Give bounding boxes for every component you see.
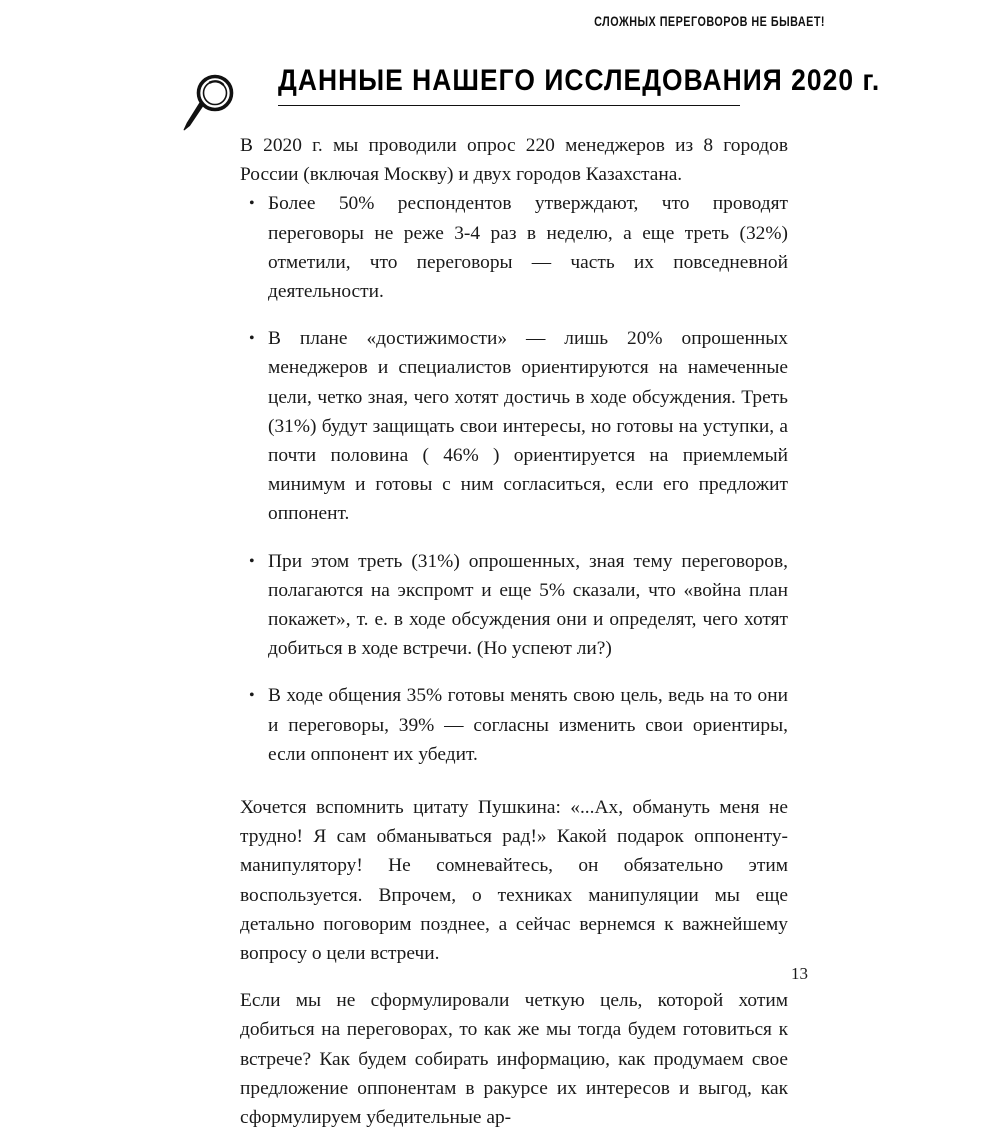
list-item-text: В ходе общения 35% готовы менять свою цель, ведь на то они и переговоры, 39% — согласны изменить свои ориентиры, если оппонент их убедит.	[268, 685, 788, 765]
list-item	[240, 189, 788, 306]
bullet-icon: •	[249, 330, 255, 348]
paragraph-goal-question: Если мы не сформулировали четкую цель, которой хотим добиться на переговорах, то как же мы тогда будем готовиться к встрече? Как будем собирать информацию, как продумаем свое предложение оппонентам в ракурсе их интересов и выгод, как сформулируем убедительные ар-	[240, 990, 788, 1129]
bullet-icon: •	[249, 552, 255, 570]
page-number: 13	[791, 964, 808, 983]
bullet-icon: •	[249, 195, 255, 213]
title-divider	[278, 105, 740, 106]
findings-list	[240, 189, 788, 769]
list-item-text: При этом треть (31%) опрошенных, зная тему переговоров, полагаются на экспромт и еще 5% сказали, что «война план покажет», т. е. в ходе обсуждения они и определят, чего хотят добиться в ходе встречи. (Но успеют ли?)	[268, 550, 788, 660]
page-title: ДАННЫЕ НАШЕГО ИССЛЕДОВАНИЯ 2020 г.	[278, 64, 881, 97]
bullet-icon: •	[249, 687, 255, 705]
list-item	[240, 547, 788, 664]
list-item	[240, 324, 788, 528]
magnifier-icon	[180, 66, 242, 134]
closing-paragraphs	[240, 793, 788, 1132]
running-header: СЛОЖНЫХ ПЕРЕГОВОРОВ НЕ БЫВАЕТ!	[594, 14, 825, 29]
list-item	[240, 681, 788, 769]
section-title-block	[180, 64, 881, 134]
body-column	[240, 131, 788, 1132]
list-item-text: Более 50% респондентов утверждают, что проводят переговоры не реже 3-4 раз в неделю, а еще треть (32%) отметили, что переговоры — часть их повседневной деятельности.	[268, 193, 788, 303]
list-item-text: В плане «достижимости» — лишь 20% опрошенных менеджеров и специалистов ориентируются на намеченные цели, четко зная, чего хотят достичь в ходе обсуждения. Треть (31%) будут защищать свои интересы, но готовы на уступки, а почти половина ( 46% ) ориентируется на приемлемый минимум и готовы с ним согласиться, если его предложит оппонент.	[268, 328, 788, 525]
intro-paragraph: В 2020 г. мы проводили опрос 220 менеджеров из 8 городов России (включая Москву) и двух городов Казахстана.	[240, 135, 788, 186]
paragraph-pushkin-quote: Хочется вспомнить цитату Пушкина: «...Ах, обмануть меня не трудно! Я сам обманываться рад!» Какой подарок оппоненту-манипулятору! Не сомневайтесь, он обязательно этим воспользуется. Впрочем, о техниках манипуляции мы еще детально поговорим позднее, а сейчас вернемся к важнейшему вопросу о цели встречи.	[240, 797, 788, 965]
